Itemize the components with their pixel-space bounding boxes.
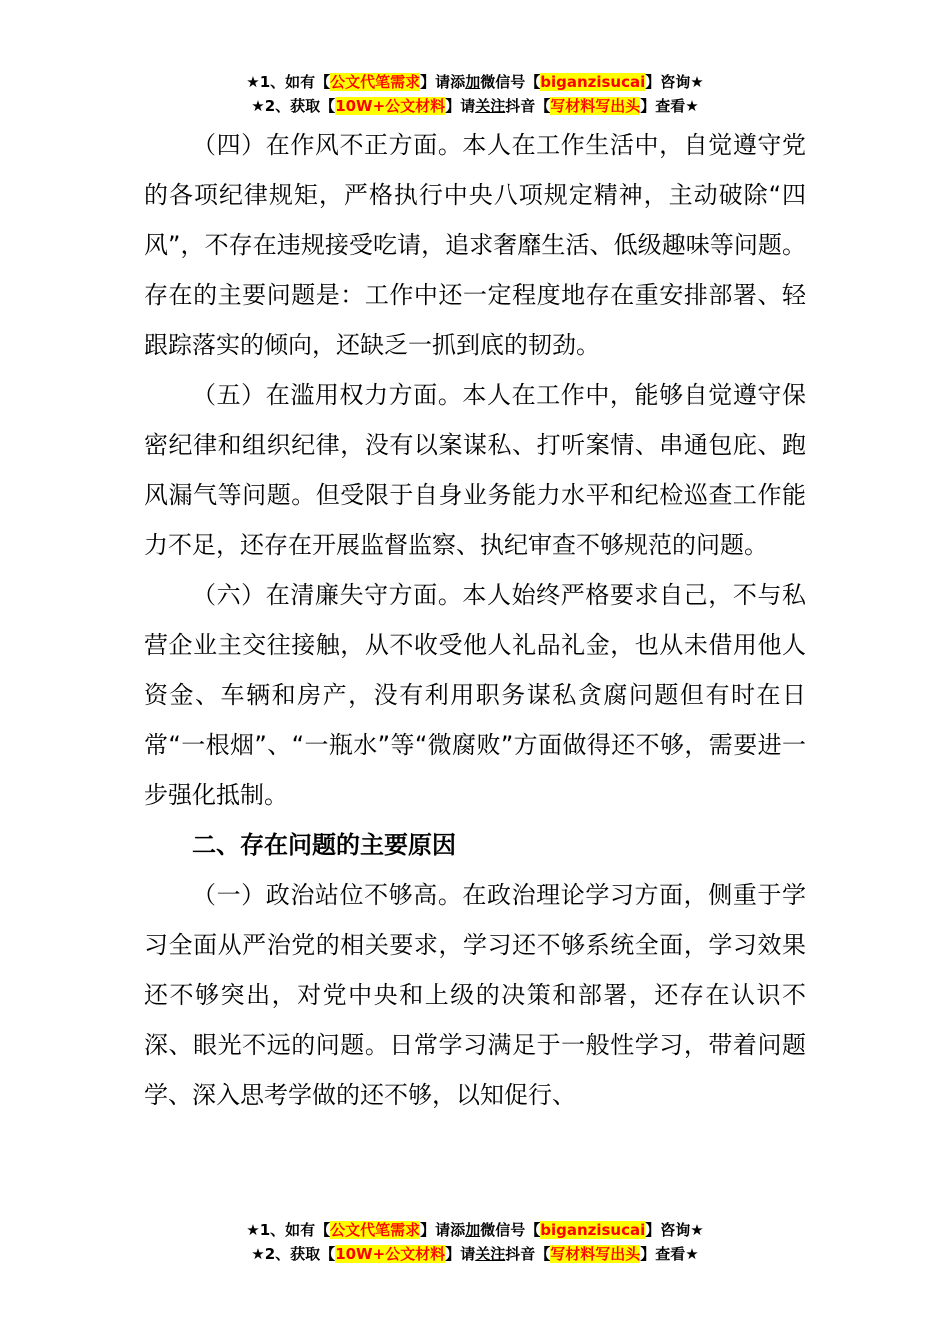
banner-text: 微信号【 bbox=[480, 73, 541, 91]
footer-banner bbox=[0, 1218, 950, 1266]
banner-text: ★2、获取【 bbox=[251, 97, 336, 115]
header-banner bbox=[0, 70, 950, 118]
banner-text: ★2、获取【 bbox=[251, 1245, 336, 1263]
paragraph-integrity: （六）在清廉失守方面。本人始终严格要求自己，不与私营企业主交往接触，从不收受他人礼品礼金，也从未借用他人资金、车辆和房产，没有利用职务谋私贪腐问题但有时在日常“一根烟”、“一瓶水”等“微腐败”方面做得还不够，需要进一步强化抵制。 bbox=[144, 581, 806, 809]
banner-text: 抖音【 bbox=[505, 97, 551, 115]
banner-highlight: 10W+公文材料 bbox=[335, 97, 446, 115]
banner-text: 】查看★ bbox=[640, 1245, 699, 1263]
paragraph-political-stance: （一）政治站位不够高。在政治理论学习方面，侧重于学习全面从严治党的相关要求，学习还不够系统全面，学习效果还不够突出，对党中央和上级的决策和部署，还存在认识不深、眼光不远的问题。日常学习满足于一般性学习，带着问题学、深入思考学做的还不够，以知促行、 bbox=[144, 881, 806, 1109]
banner-highlight-douyin: 写材料写出头 bbox=[550, 1245, 641, 1263]
banner-underline: 加 bbox=[465, 73, 481, 91]
banner-text: 】咨询★ bbox=[645, 73, 704, 91]
banner-text: ★1、如有【 bbox=[246, 1221, 331, 1239]
banner-text: 】请 bbox=[445, 1245, 476, 1263]
banner-text: 】请添 bbox=[420, 1221, 466, 1239]
paragraph-work-style: （四）在作风不正方面。本人在工作生活中，自觉遵守党的各项纪律规矩，严格执行中央八项规定精神，主动破除“四风”，不存在违规接受吃请，追求奢靡生活、低级趣味等问题。存在的主要问题是：工作中还一定程度地存在重安排部署、轻跟踪落实的倾向，还缺乏一抓到底的韧劲。 bbox=[144, 131, 806, 359]
banner-line-1 bbox=[0, 1218, 950, 1242]
banner-highlight-wechat-id: biganzisucai bbox=[540, 73, 646, 91]
banner-highlight: 公文代笔需求 bbox=[330, 73, 421, 91]
banner-highlight-wechat-id: biganzisucai bbox=[540, 1221, 646, 1239]
banner-highlight: 10W+公文材料 bbox=[335, 1245, 446, 1263]
banner-text: 】请添 bbox=[420, 73, 466, 91]
banner-underline: 加 bbox=[465, 1221, 481, 1239]
banner-text: 微信号【 bbox=[480, 1221, 541, 1239]
banner-text: 】查看★ bbox=[640, 97, 699, 115]
banner-line-2 bbox=[0, 94, 950, 118]
section-heading: 二、存在问题的主要原因 bbox=[192, 831, 456, 859]
banner-highlight: 公文代笔需求 bbox=[330, 1221, 421, 1239]
banner-text: 】咨询★ bbox=[645, 1221, 704, 1239]
paragraph-power-abuse: （五）在滥用权力方面。本人在工作中，能够自觉遵守保密纪律和组织纪律，没有以案谋私、打听案情、串通包庇、跑风漏气等问题。但受限于自身业务能力水平和纪检巡查工作能力不足，还存在开展监督监察、执纪审查不够规范的问题。 bbox=[144, 381, 806, 559]
banner-underline: 关注 bbox=[475, 1245, 506, 1263]
banner-underline: 关注 bbox=[475, 97, 506, 115]
banner-line-1 bbox=[0, 70, 950, 94]
banner-text: 】请 bbox=[445, 97, 476, 115]
banner-text: ★1、如有【 bbox=[246, 73, 331, 91]
banner-highlight-douyin: 写材料写出头 bbox=[550, 97, 641, 115]
banner-line-2 bbox=[0, 1242, 950, 1266]
document-body bbox=[144, 120, 806, 1120]
banner-text: 抖音【 bbox=[505, 1245, 551, 1263]
